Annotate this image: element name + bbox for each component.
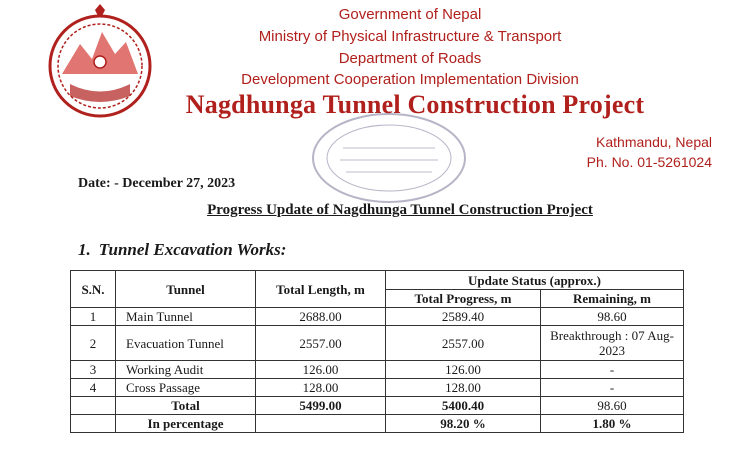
header-update-status: Update Status (approx.) [386, 271, 684, 290]
cell-sn: 2 [71, 326, 116, 361]
cell-empty [71, 415, 116, 433]
total-progress: 5400.40 [386, 397, 541, 415]
cell-length: 2557.00 [256, 326, 386, 361]
cell-tunnel: Cross Passage [116, 379, 256, 397]
header-line-government: Government of Nepal [338, 6, 482, 23]
header-line-department: Department of Roads [338, 50, 482, 67]
table-row [71, 379, 684, 397]
office-stamp-icon [308, 108, 470, 208]
header-sn: S.N. [71, 271, 116, 308]
cell-sn: 1 [71, 308, 116, 326]
phone-number: Ph. No. 01-5261024 [586, 154, 712, 170]
cell-remaining: 98.60 [541, 308, 684, 326]
total-remaining: 98.60 [541, 397, 684, 415]
document-title: Progress Update of Nagdhunga Tunnel Construction Project [207, 202, 593, 218]
header-total-length: Total Length, m [256, 271, 386, 308]
cell-progress: 126.00 [386, 361, 541, 379]
cell-sn: 3 [71, 361, 116, 379]
header-tunnel: Tunnel [116, 271, 256, 308]
total-row [71, 397, 684, 415]
tunnel-excavation-table [70, 270, 684, 433]
total-label: Total [116, 397, 256, 415]
cell-empty [71, 397, 116, 415]
table-row [71, 326, 684, 361]
header-total-progress: Total Progress, m [386, 290, 541, 308]
project-title: Nagdhunga Tunnel Construction Project [185, 90, 645, 119]
cell-length: 2688.00 [256, 308, 386, 326]
cell-length: 128.00 [256, 379, 386, 397]
header-line-division: Development Cooperation Implementation Division [241, 71, 579, 88]
cell-tunnel: Main Tunnel [116, 308, 256, 326]
cell-progress: 128.00 [386, 379, 541, 397]
percentage-row [71, 415, 684, 433]
document-date: Date: - December 27, 2023 [78, 176, 236, 191]
cell-length: 126.00 [256, 361, 386, 379]
section-heading [78, 240, 286, 260]
total-length: 5499.00 [256, 397, 386, 415]
header-line-ministry: Ministry of Physical Infrastructure & Transport [258, 28, 562, 45]
cell-tunnel: Evacuation Tunnel [116, 326, 256, 361]
nepal-emblem-icon [40, 4, 160, 124]
percentage-remaining: 1.80 % [541, 415, 684, 433]
cell-remaining: - [541, 379, 684, 397]
cell-remaining: Breakthrough : 07 Aug-2023 [541, 326, 684, 361]
cell-progress: 2589.40 [386, 308, 541, 326]
cell-remaining: - [541, 361, 684, 379]
header-remaining: Remaining, m [541, 290, 684, 308]
table-row [71, 361, 684, 379]
location-text: Kathmandu, Nepal [596, 134, 712, 150]
cell-sn: 4 [71, 379, 116, 397]
percentage-label: In percentage [116, 415, 256, 433]
percentage-progress: 98.20 % [386, 415, 541, 433]
table-row [71, 308, 684, 326]
percentage-length [256, 415, 386, 433]
cell-progress: 2557.00 [386, 326, 541, 361]
section-number: 1. [78, 240, 91, 259]
section-title: Tunnel Excavation Works: [98, 240, 287, 259]
cell-tunnel: Working Audit [116, 361, 256, 379]
